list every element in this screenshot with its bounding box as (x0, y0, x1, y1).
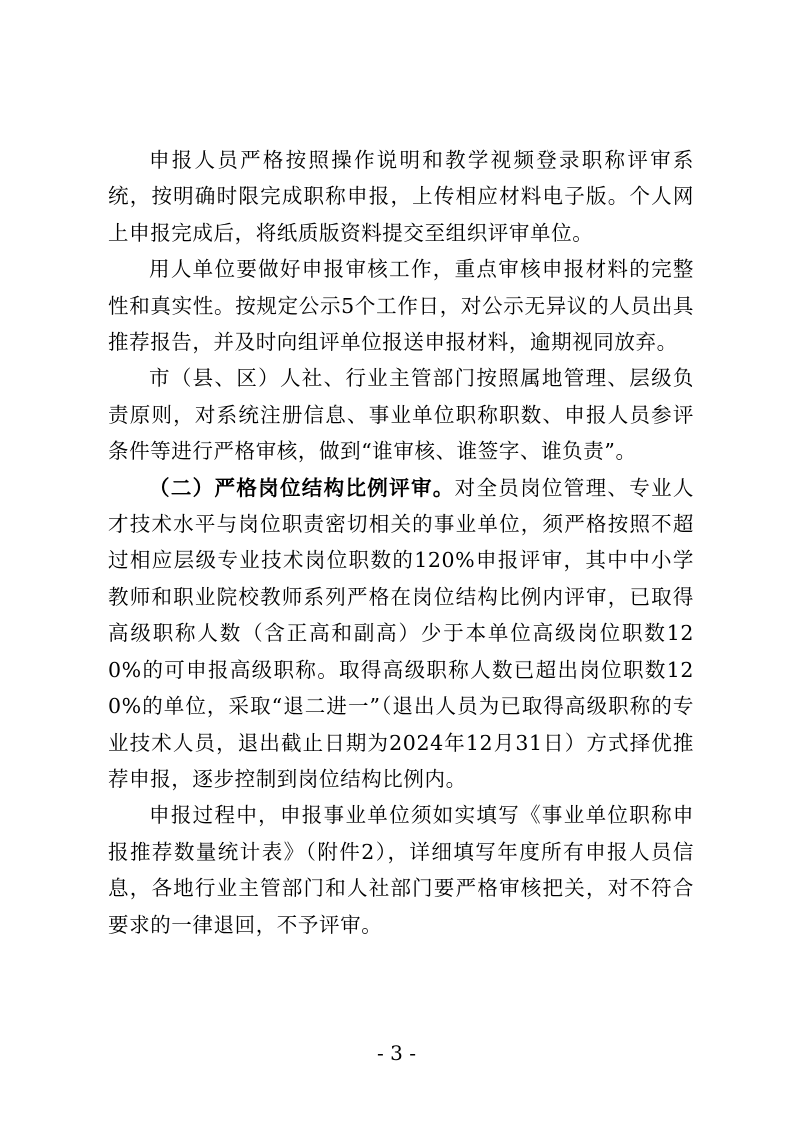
page-number: - 3 - (377, 1041, 416, 1065)
paragraph-department-review: 市（县、区）人社、行业主管部门按照属地管理、层级负责原则，对系统注册信息、事业单位职称职数、申报人员参评条件等进行严格审核，做到“谁审核、谁签字、谁负责”。 (108, 366, 694, 464)
section-heading: （二）严格岗位结构比例评审。 (149, 475, 455, 500)
paragraph-employer-review: 用人单位要做好申报审核工作，重点审核申报材料的完整性和真实性。按规定公示5个工作日，对公示无异议的人员出具推荐报告，并及时向组评单位报送申报材料，逾期视同放弃。 (108, 257, 694, 355)
section-body: 对全员岗位管理、专业人才技术水平与岗位职责密切相关的事业单位，须严格按照不超过相应层级专业技术岗位职数的120%申报评审，其中中小学教师和职业院校教师系列严格在岗位结构比例内评审，已取得高级职称人数（含正高和副高）少于本单位高级岗位职数120%的可申报高级职称。取得高级职称人数已超出岗位职数120%的单位，采取“退二进一”（退出人员为已取得高级职称的专业技术人员，退出截止日期为2024年12月31日）方式择优推荐申报，逐步控制到岗位结构比例内。 (108, 475, 694, 791)
paragraph-post-structure-section (108, 470, 694, 798)
paragraph-online-application: 申报人员严格按照操作说明和教学视频登录职称评审系统，按明确时限完成职称申报，上传相应材料电子版。个人网上申报完成后，将纸质版资料提交至组织评审单位。 (108, 148, 694, 245)
document-body (108, 142, 694, 943)
paragraph-application-process: 申报过程中，申报事业单位须如实填写《事业单位职称申报推荐数量统计表》（附件2），详细填写年度所有申报人员信息，各地行业主管部门和人社部门要严格审核把关，对不符合要求的一律退回，不予评审。 (108, 803, 694, 937)
